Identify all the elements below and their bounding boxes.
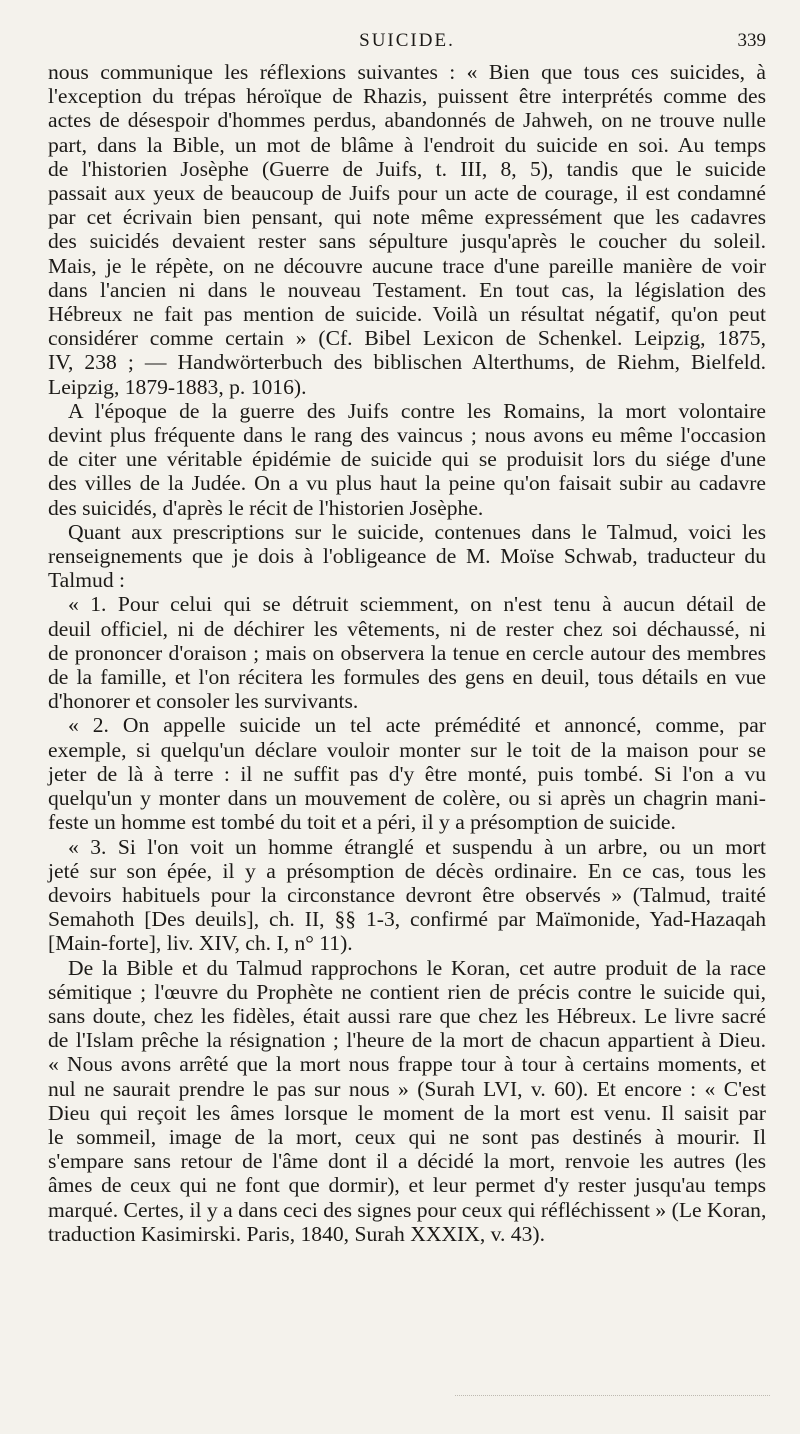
running-title: SUICIDE. — [359, 30, 455, 51]
text-line: sans doute, chez les fidèles, était aussi rare que chez les Hébreux. Le livre sacré — [48, 1003, 766, 1028]
text-line: devint plus fréquente dans le rang des vaincus ; nous avons eu même l'occasion — [48, 423, 766, 448]
text-line: Quant aux prescriptions sur le suicide, contenues dans le Talmud, voici les — [68, 519, 766, 544]
text-line: actes de désespoir d'hommes perdus, abandonnés de Jahweh, on ne trouve nulle — [48, 108, 766, 133]
text-line: exemple, si quelqu'un déclare vouloir monter sur le toit de la maison pour se — [48, 737, 766, 762]
paragraph-talmud-1 — [48, 592, 766, 713]
text-line: des suicidés, d'après le récit de l'historien Josèphe. — [48, 495, 484, 520]
paragraph-jewish-war — [48, 399, 766, 520]
text-line: « Nous avons arrêté que la mort nous frappe tour à tour à certains moments, et — [48, 1052, 766, 1077]
text-line: de prononcer d'oraison ; mais on observera la tenue en cercle autour des membres — [48, 640, 766, 665]
footer-rule — [455, 1395, 770, 1396]
text-line: « 2. On appelle suicide un tel acte prémédité et annoncé, comme, par — [68, 713, 766, 738]
text-line: par cet écrivain bien pensant, qui note même expressément que les cadavres — [48, 205, 766, 230]
text-line: considérer comme certain » (Cf. Bibel Lexicon de Schenkel. Leipzig, 1875, — [48, 326, 766, 351]
page-number: 339 — [737, 30, 766, 51]
text-line: s'empare sans retour de l'âme dont il a décidé la mort, renvoie les autres (les — [48, 1149, 766, 1174]
text-line: dans l'ancien ni dans le nouveau Testament. En tout cas, la législation des — [48, 277, 766, 302]
text-line: Talmud : — [48, 568, 126, 593]
text-line: des suicidés devaient rester sans sépulture jusqu'après le coucher du soleil. — [48, 229, 766, 254]
body-text — [48, 60, 766, 1246]
text-line: renseignements que je dois à l'obligeance de M. Moïse Schwab, traducteur du — [48, 544, 766, 569]
text-line: Semahoth [Des deuils], ch. II, §§ 1-3, confirmé par Maïmonide, Yad-Hazaqah — [48, 907, 766, 932]
paragraph-quotation-continued — [48, 60, 766, 399]
text-line: marqué. Certes, il y a dans ceci des signes pour ceux qui réfléchissent » (Le Koran, — [48, 1197, 767, 1222]
text-line: quelqu'un y monter dans un mouvement de colère, ou si après un chagrin mani- — [48, 786, 766, 811]
text-line: devoirs habituels pour la circonstance devront être observés » (Talmud, traité — [48, 882, 766, 907]
text-line: de citer une véritable épidémie de suicide qui se produisit lors du siége d'une — [48, 447, 766, 472]
text-line: l'exception du trépas héroïque de Rhazis, puissent être interprétés comme des — [48, 84, 766, 109]
text-line: de l'historien Josèphe (Guerre de Juifs, t. III, 8, 5), tandis que le suicide — [48, 156, 766, 181]
text-line: Dieu qui reçoit les âmes lorsque le moment de la mort est venu. Il saisit par — [48, 1100, 766, 1125]
text-line: A l'époque de la guerre des Juifs contre les Romains, la mort volontaire — [68, 398, 766, 423]
text-line: jeter de là à terre : il ne suffit pas d'y être monté, puis tombé. Si l'on a vu — [48, 761, 766, 786]
text-line: sémitique ; l'œuvre du Prophète ne contient rien de précis contre le suicide qui, — [48, 979, 766, 1004]
text-line: Hébreux ne fait pas mention de suicide. Voilà un résultat négatif, qu'on peut — [48, 302, 766, 327]
paragraph-talmud-intro — [48, 520, 766, 593]
text-line: des villes de la Judée. On a vu plus haut la peine qu'on faisait subir au cadavre — [48, 471, 766, 496]
running-head — [48, 30, 766, 58]
text-line: feste un homme est tombé du toit et a péri, il y a présomption de suicide. — [48, 810, 676, 835]
text-line: deuil officiel, ni de déchirer les vêtements, ni de rester chez soi déchaussé, ni — [48, 616, 766, 641]
text-line: passait aux yeux de beaucoup de Juifs pour un acte de courage, il est condamné — [48, 181, 766, 206]
text-line: IV, 238 ; — Handwörterbuch des biblischen Alterthums, de Riehm, Bielfeld. — [48, 350, 766, 375]
text-line: nul ne saurait prendre le pas sur nous » (Surah LVI, v. 60). Et encore : « C'est — [48, 1076, 766, 1101]
text-line: [Main-forte], liv. XIV, ch. I, n° 11). — [48, 931, 353, 956]
paragraph-talmud-3 — [48, 835, 766, 956]
text-line: Mais, je le répète, on ne découvre aucune trace d'une pareille manière de voir — [48, 253, 766, 278]
text-line: jeté sur son épée, il y a présomption de décès ordinaire. En ce cas, tous les — [48, 858, 766, 883]
text-line: part, dans la Bible, un mot de blâme à l'endroit du suicide en soi. Au temps — [48, 132, 766, 157]
text-line: De la Bible et du Talmud rapprochons le Koran, cet autre produit de la race — [68, 955, 766, 980]
text-line: le sommeil, image de la mort, ceux qui ne sont pas destinés à mourir. Il — [48, 1124, 766, 1149]
text-line: « 1. Pour celui qui se détruit sciemment, on n'est tenu à aucun détail de — [68, 592, 766, 617]
text-line: de l'Islam prêche la résignation ; l'heure de la mort de chacun appartient à Dieu. — [48, 1028, 766, 1053]
text-line: traduction Kasimirski. Paris, 1840, Surah XXXIX, v. 43). — [48, 1221, 545, 1246]
text-line: « 3. Si l'on voit un homme étranglé et suspendu à un arbre, ou un mort — [68, 834, 766, 859]
text-line: d'honorer et consoler les survivants. — [48, 689, 359, 714]
text-line: de la famille, et l'on récitera les formules des gens en deuil, tous détails en vue — [48, 665, 766, 690]
paragraph-koran — [48, 956, 766, 1246]
text-line: âmes de ceux qui ne font que dormir), et leur permet d'y rester jusqu'au temps — [48, 1173, 766, 1198]
text-line: Leipzig, 1879-1883, p. 1016). — [48, 374, 307, 399]
paragraph-talmud-2 — [48, 713, 766, 834]
text-line: nous communique les réflexions suivantes : « Bien que tous ces suicides, à — [48, 60, 766, 84]
